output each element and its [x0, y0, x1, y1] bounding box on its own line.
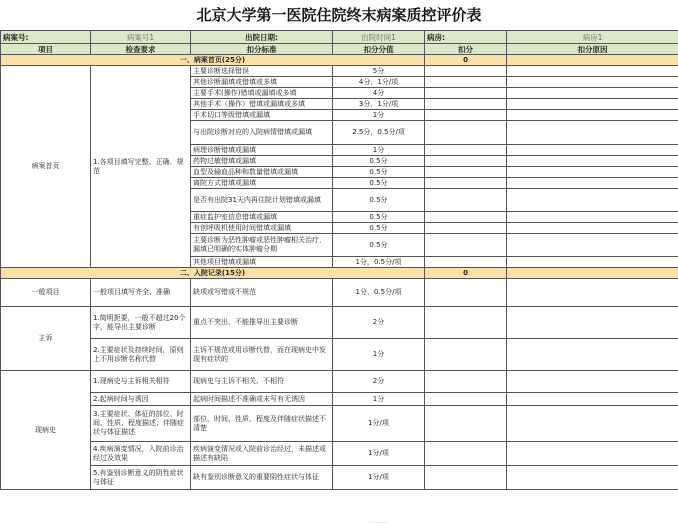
deduct-cell[interactable]	[425, 178, 507, 189]
standard-cell: 部位、时间、性质、程度及伴随症状描述不清楚	[191, 406, 333, 442]
deduct-cell[interactable]	[425, 88, 507, 99]
deduct-cell[interactable]	[425, 167, 507, 178]
reason-cell[interactable]	[507, 189, 678, 212]
value-cell: 1分/项	[333, 466, 425, 490]
deduct-cell[interactable]	[425, 223, 507, 234]
requirement-general: 一般项目填写齐全、准确	[91, 279, 191, 307]
section-reason[interactable]	[507, 55, 678, 66]
reason-cell[interactable]	[507, 223, 678, 234]
value-cell: 0.5分	[333, 167, 425, 178]
standard-cell: 缺项或写错或不规范	[191, 279, 333, 307]
item-homepage: 病案首页	[1, 66, 91, 268]
ward-value[interactable]: 病房1	[507, 31, 678, 44]
item-present-illness: 现病史	[1, 371, 91, 490]
value-cell: 0.5分	[333, 178, 425, 189]
deduct-cell[interactable]	[425, 406, 507, 442]
deduct-cell[interactable]	[425, 442, 507, 466]
column-header: 扣分分值	[333, 44, 425, 55]
standard-cell: 主诉不规范或用诊断代替，而在现病史中发现有症状的	[191, 339, 333, 371]
table-row	[1, 406, 678, 442]
requirement-cell: 4.疾病演变情况，入院前诊治经过及效果	[91, 442, 191, 466]
reason-cell[interactable]	[507, 66, 678, 77]
reason-cell[interactable]	[507, 212, 678, 223]
reason-cell[interactable]	[507, 88, 678, 99]
requirement-cell: 1.现病史与主诉相关相符	[91, 371, 191, 393]
reason-cell[interactable]	[507, 442, 678, 466]
standard-cell: 主要手术(操作)错填或漏填或多填	[191, 88, 333, 99]
standard-cell: 疾病演变情况或入院前诊治经过，未描述或描述有缺陷	[191, 442, 333, 466]
deduct-cell[interactable]	[425, 257, 507, 268]
standard-cell: 病理诊断错填或漏填	[191, 145, 333, 156]
reason-cell[interactable]	[507, 167, 678, 178]
requirement-cell: 5.有鉴别诊断意义的阴性症状与体征	[91, 466, 191, 490]
value-cell: 2.5分，0.5分/项	[333, 121, 425, 145]
section-title: 一、病案首页(25分)	[1, 55, 425, 66]
record-no-value[interactable]: 病案号1	[91, 31, 191, 44]
deduct-cell[interactable]	[425, 371, 507, 393]
requirement-cell: 2.主要症状及持续时间，原则上不用诊断名称代替	[91, 339, 191, 371]
requirement-cell: 2.起病时间与诱因	[91, 393, 191, 406]
discharge-date-label: 出院日期:	[191, 31, 333, 44]
reason-cell[interactable]	[507, 121, 678, 145]
page-title: 北京大学第一医院住院终末病案质控评价表	[196, 6, 482, 24]
column-header: 扣分	[425, 44, 507, 55]
reason-cell[interactable]	[507, 234, 678, 257]
deduct-cell[interactable]	[425, 212, 507, 223]
standard-cell: 缺有鉴别诊断意义的重要阴性症状与体征	[191, 466, 333, 490]
reason-cell[interactable]	[507, 99, 678, 110]
table-row	[1, 279, 678, 307]
section-row	[1, 55, 678, 66]
reason-cell[interactable]	[507, 178, 678, 189]
standard-cell: 药物过敏错填或漏填	[191, 156, 333, 167]
column-header: 扣分标准	[191, 44, 333, 55]
reason-cell[interactable]	[507, 307, 678, 339]
standard-cell: 是否有出院31天内再住院计划错填或漏填	[191, 189, 333, 212]
column-header: 检查要求	[91, 44, 191, 55]
discharge-date-value[interactable]: 出院时间1	[333, 31, 425, 44]
value-cell: 5分	[333, 66, 425, 77]
reason-cell[interactable]	[507, 339, 678, 371]
standard-cell: 离院方式错填或漏填	[191, 178, 333, 189]
value-cell: 2分	[333, 371, 425, 393]
section-score[interactable]: 0	[425, 55, 507, 66]
deduct-cell[interactable]	[425, 110, 507, 121]
deduct-cell[interactable]	[425, 339, 507, 371]
standard-cell: 主要诊断选择错误	[191, 66, 333, 77]
item-general: 一般项目	[1, 279, 91, 307]
value-cell: 2分	[333, 307, 425, 339]
table-row	[1, 393, 678, 406]
section-row	[1, 268, 678, 279]
evaluation-table	[0, 30, 678, 490]
standard-cell: 其他诊断漏填或错填或多填	[191, 77, 333, 88]
value-cell: 1分	[333, 393, 425, 406]
deduct-cell[interactable]	[425, 234, 507, 257]
standard-cell: 起病时间描述不准确或未写有无诱因	[191, 393, 333, 406]
record-no-label: 病案号:	[1, 31, 91, 44]
value-cell: 1分	[333, 145, 425, 156]
value-cell: 1分/项	[333, 406, 425, 442]
value-cell: 0.5分	[333, 189, 425, 212]
deduct-cell[interactable]	[425, 145, 507, 156]
section-title: 二、入院记录(15分)	[1, 268, 425, 279]
standard-cell: 有创呼吸机使用时间错填或漏填	[191, 223, 333, 234]
reason-cell[interactable]	[507, 406, 678, 442]
value-cell: 0.5分	[333, 156, 425, 167]
requirement-homepage: 1.各项目填写完整、正确、规范	[91, 66, 191, 268]
info-row	[1, 31, 678, 44]
table-row	[1, 466, 678, 490]
standard-cell: 重点不突出，不能推导出主要诊断	[191, 307, 333, 339]
column-header: 项目	[1, 44, 91, 55]
item-complaint: 主诉	[1, 307, 91, 371]
table-row	[1, 339, 678, 371]
section-reason[interactable]	[507, 268, 678, 279]
deduct-cell[interactable]	[425, 393, 507, 406]
standard-cell: 其他项目错填或漏填	[191, 257, 333, 268]
standard-cell: 现病史与主诉不相关、不相符	[191, 371, 333, 393]
deduct-cell[interactable]	[425, 307, 507, 339]
column-header: 扣分原因	[507, 44, 678, 55]
table-row	[1, 442, 678, 466]
standard-cell: 手术切口等级错填或漏填	[191, 110, 333, 121]
value-cell: 1分/项	[333, 442, 425, 466]
reason-cell[interactable]	[507, 257, 678, 268]
standard-cell: 重症监护室信息错填或漏填	[191, 212, 333, 223]
value-cell: 0.5分	[333, 212, 425, 223]
reason-cell[interactable]	[507, 156, 678, 167]
reason-cell[interactable]	[507, 110, 678, 121]
value-cell: 1分，0.5分/项	[333, 257, 425, 268]
value-cell: 4分，1分/项	[333, 77, 425, 88]
standard-cell: 血型及输血品种和数量错填或漏填	[191, 167, 333, 178]
value-cell: 0.5分	[333, 234, 425, 257]
reason-cell[interactable]	[507, 371, 678, 393]
reason-cell[interactable]	[507, 145, 678, 156]
header-row	[1, 44, 678, 55]
deduct-cell[interactable]	[425, 99, 507, 110]
deduct-cell[interactable]	[425, 121, 507, 145]
standard-cell: 其他手术（操作）错填或漏填或多填	[191, 99, 333, 110]
value-cell: 1分	[333, 339, 425, 371]
deduct-cell[interactable]	[425, 466, 507, 490]
standard-cell: 主要诊断为恶性肿瘤或恶性肿瘤相关治疗，漏填已明确的实体肿瘤分期	[191, 234, 333, 257]
value-cell: 4分	[333, 88, 425, 99]
section-score[interactable]: 0	[425, 268, 507, 279]
deduct-cell[interactable]	[425, 156, 507, 167]
deduct-cell[interactable]	[425, 77, 507, 88]
reason-cell[interactable]	[507, 466, 678, 490]
table-row	[1, 371, 678, 393]
standard-cell: 与出院诊断对应的入院病情错填或漏填	[191, 121, 333, 145]
table-row	[1, 66, 678, 77]
reason-cell[interactable]	[507, 393, 678, 406]
continuation-dots: ......	[370, 518, 388, 525]
value-cell: 1分，0.5分/项	[333, 279, 425, 307]
value-cell: 3分，1分/项	[333, 99, 425, 110]
requirement-cell: 1.简明扼要，一般不超过20个字，能导出主要诊断	[91, 307, 191, 339]
reason-cell[interactable]	[507, 279, 678, 307]
requirement-cell: 3.主要症状、体征的部位、时间、性质、程度描述；伴随症状与体征描述	[91, 406, 191, 442]
deduct-cell[interactable]	[425, 279, 507, 307]
deduct-cell[interactable]	[425, 66, 507, 77]
value-cell: 1分	[333, 110, 425, 121]
reason-cell[interactable]	[507, 77, 678, 88]
deduct-cell[interactable]	[425, 189, 507, 212]
ward-label: 病房:	[425, 31, 507, 44]
table-row	[1, 307, 678, 339]
value-cell: 0.5分	[333, 223, 425, 234]
